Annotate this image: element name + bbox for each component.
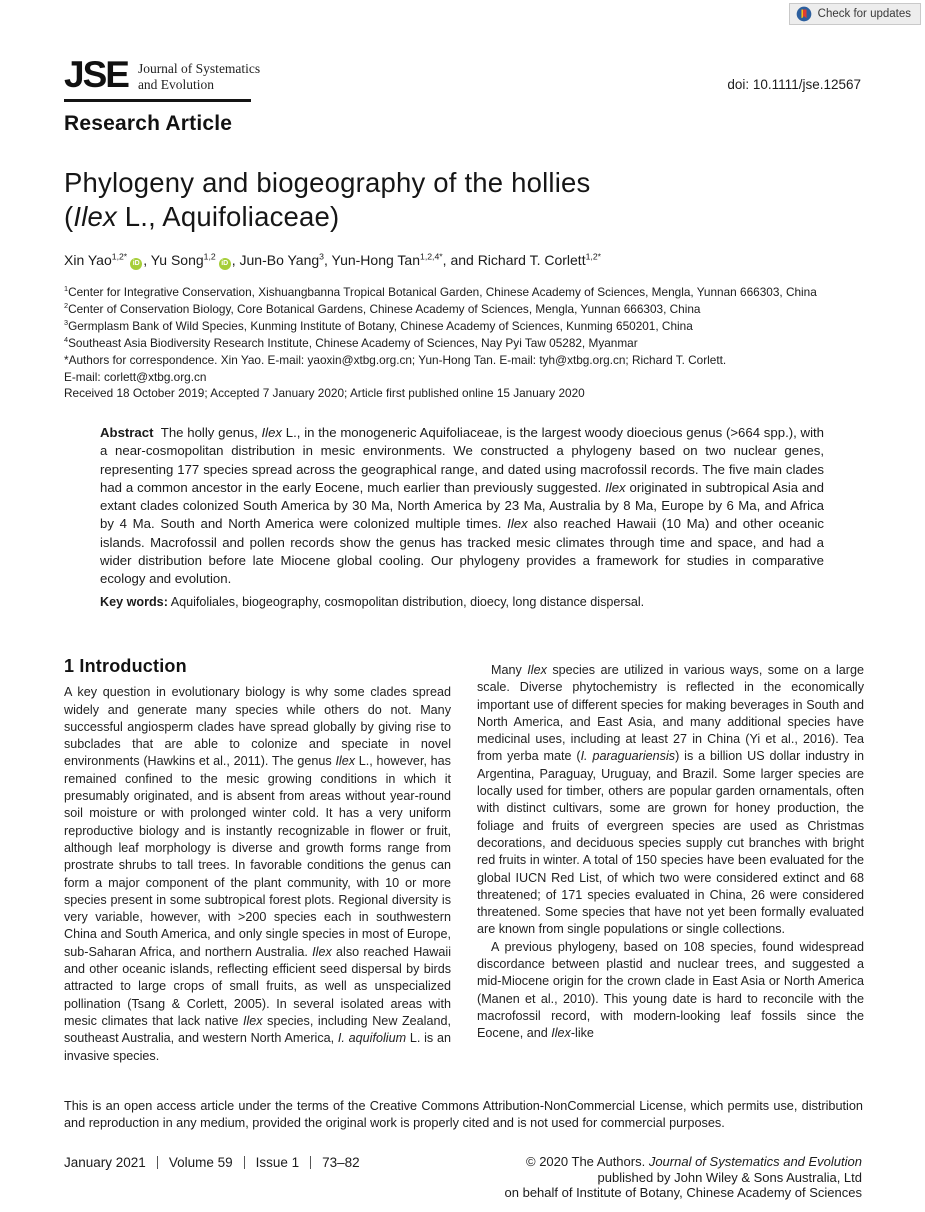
footer-copyright: © 2020 The Authors. Journal of Systematics and Evolution published by John Wiley & Sons Australia, Ltd on behalf of Institute of Botany, Chinese Academy of Sciences	[504, 1154, 862, 1201]
check-for-updates-label: Check for updates	[817, 8, 911, 20]
abstract-text: Abstract The holly genus, Ilex L., in the monogeneric Aquifoliaceae, is the largest woody dioecious genus (>664 spp.), with a near-cosmopolitan distribution in mesic environments. We constructed a phylogeny based on two nuclear genes, representing 177 species spread across the geographical range, and dated using macrofossil records. The five main clades had a common ancestor in the early Eocene, much earlier than previously suggested. Ilex originated in subtropical Asia and extant clades colonized South America by 30 Ma, North America by 23 Ma, Australia by 8 Ma, Europe by 6 Ma, and Africa by 4 Ma. South and North America were colonized multiple times. Ilex also reached Hawaii (10 Ma) and other oceanic islands. Macrofossil and pollen records show the genus has tracked mesic climates through time and space, and had a wider distribution before late Miocene global cooling. Our phylogeny provides a framework for studies in comparative ecology and evolution.	[100, 425, 824, 587]
affiliation-4: $^4$Southeast Asia Biodiversity Research Institute, Chinese Academy of Sciences, Nay Pyi Taw 05282, Myanmar	[64, 334, 638, 350]
article-type-label: Research Article	[64, 112, 233, 135]
keywords-line: Key words: Aquifoliales, biogeography, cosmopolitan distribution, dioecy, long distance dispersal.	[100, 594, 645, 609]
journal-name-line2: and Evolution	[137, 77, 215, 92]
open-access-license-note: This is an open access article under the terms of the Creative Commons Attribution-NonCommercial License, which permits use, distribution and reproduction in any medium, provided the original work is properly cited and is not used for commercial purposes.	[64, 1099, 863, 1130]
journal-name	[138, 56, 260, 93]
orcid-icon[interactable]: iD	[130, 258, 142, 270]
author-line: Xin Yao$^{1,2*}$iD , Yu Song$^{1,2}$iD , Jun-Bo Yang$^3$, Yun-Hong Tan$^{1,2,4*}$, and Richard T. Corlett$^{1,2*}$	[64, 251, 602, 268]
intro-paragraph-2: Many Ilex species are utilized in various ways, some on a large scale. Diverse phytochemistry is reflected in the economically important use of different species for making beverages in South and North America, and East Asia, and many additional species have medicinal uses, including at least 27 in China (Yi et al., 2016). Tea from yerba mate (I. paraguariensis) is a billion US dollar industry in Argentina, Paraguay, Uruguay, and Brazil. Some larger species are locally used for timber, others are popular garden ornamentals, often with distinct cultivars, some are grown for honey production, the foliage and fruits of evergreen species are used as Christmas decorations, and deciduous species supply cut branches with bright red fruits in winter. A total of 150 species have been evaluated for the global IUCN Red List, of which two were considered extinct and 68 threatened; of 171 species evaluated in China, 26 were considered threatened. Some species that have not yet been formally evaluated are known from single populations or single collections.	[477, 663, 865, 937]
article-title: Phylogeny and biogeography of the hollies (Ilex L., Aquifoliaceae)	[64, 167, 591, 232]
journal-abbreviation: JSE	[64, 54, 128, 95]
correspondence-line: *Authors for correspondence. Xin Yao. E-mail: yaoxin@xtbg.org.cn; Yun-Hong Tan. E-mail: tyh@xtbg.org.cn; Richard T. Corlett. E-mail: corlett@xtbg.org.cn	[64, 352, 727, 384]
article-history-line: Received 18 October 2019; Accepted 7 January 2020; Article first published online 15 January 2020	[64, 386, 585, 401]
affiliation-2: $^2$Center of Conservation Biology, Core Botanical Gardens, Chinese Academy of Sciences, Mengla, Yunnan 666303, China	[64, 300, 701, 316]
footer-issue-info: January 2021 Volume 59 Issue 1 73–82	[64, 1155, 360, 1170]
crossmark-icon	[796, 6, 812, 22]
body-column-left	[64, 658, 451, 1065]
body-column-right	[477, 658, 864, 1043]
journal-name-line1: Journal of Systematics	[137, 61, 261, 76]
separator-bar	[310, 1156, 311, 1169]
affiliation-1: $^1$Center for Integrative Conservation, Xishuangbanna Tropical Botanical Garden, Chinese Academy of Sciences, Mengla, Yunnan 666303, China	[64, 284, 817, 299]
logo-underline	[64, 99, 251, 102]
affiliation-3: $^3$Germplasm Bank of Wild Species, Kunming Institute of Botany, Chinese Academy of Sciences, Kunming 650201, China	[64, 317, 693, 333]
check-for-updates-button[interactable]	[789, 3, 921, 25]
orcid-icon[interactable]: iD	[219, 258, 231, 270]
section-heading-introduction: 1 Introduction	[64, 656, 187, 676]
separator-bar	[244, 1156, 245, 1169]
abstract-block	[100, 424, 824, 611]
intro-paragraph-1: A key question in evolutionary biology is why some clades spread widely and generate many species while others do not. Many successful angiosperm clades have spread globally by giving rise to subclades that are able to colonize and speciate in novel environments (Hawkins et al., 2011). The genus Ilex L., however, has remained confined to the mesic growing conditions in which it presumably originated, and is absent from areas without year-round soil moisture or with prolonged winter cold. It has a very uniform reproductive biology and is instantly recognizable in flower or fruit, although leaf morphology is diverse and growth forms range from prostrate shrubs to tall trees. In favorable conditions the genus can form a major component of the plant community, with 10 or more species present in some subtropical forest plots. Regional diversity is very variable, however, with >200 species each in southwestern China and South America, and only single species in most of Europe, sub-Saharan Africa, and northern Australia. Ilex also reached Hawaii and other oceanic islands, reflecting efficient seed dispersal by birds attracted to large crops of small fruits, as well as unspecialized pollination (Tsang & Corlett, 2005). In several isolated areas with mesic climates that lack native Ilex species, including New Zealand, southeast Australia, and western North America, I. aquifolium L. is an invasive species.	[64, 685, 451, 1063]
journal-logo	[64, 56, 260, 94]
separator-bar	[157, 1156, 158, 1169]
affiliations-block	[64, 284, 863, 402]
doi: doi: 10.1111/jse.12567	[727, 77, 861, 92]
intro-paragraph-3: A previous phylogeny, based on 108 species, found widespread discordance between plastid and nuclear trees, and suggested a mid-Miocene origin for the crown clade in East Asia or North America (Manen et al., 2010). This young date is hard to reconcile with the macrofossil record, with modern-looking leaf fossils since the Eocene, and Ilex-like	[477, 939, 864, 1041]
